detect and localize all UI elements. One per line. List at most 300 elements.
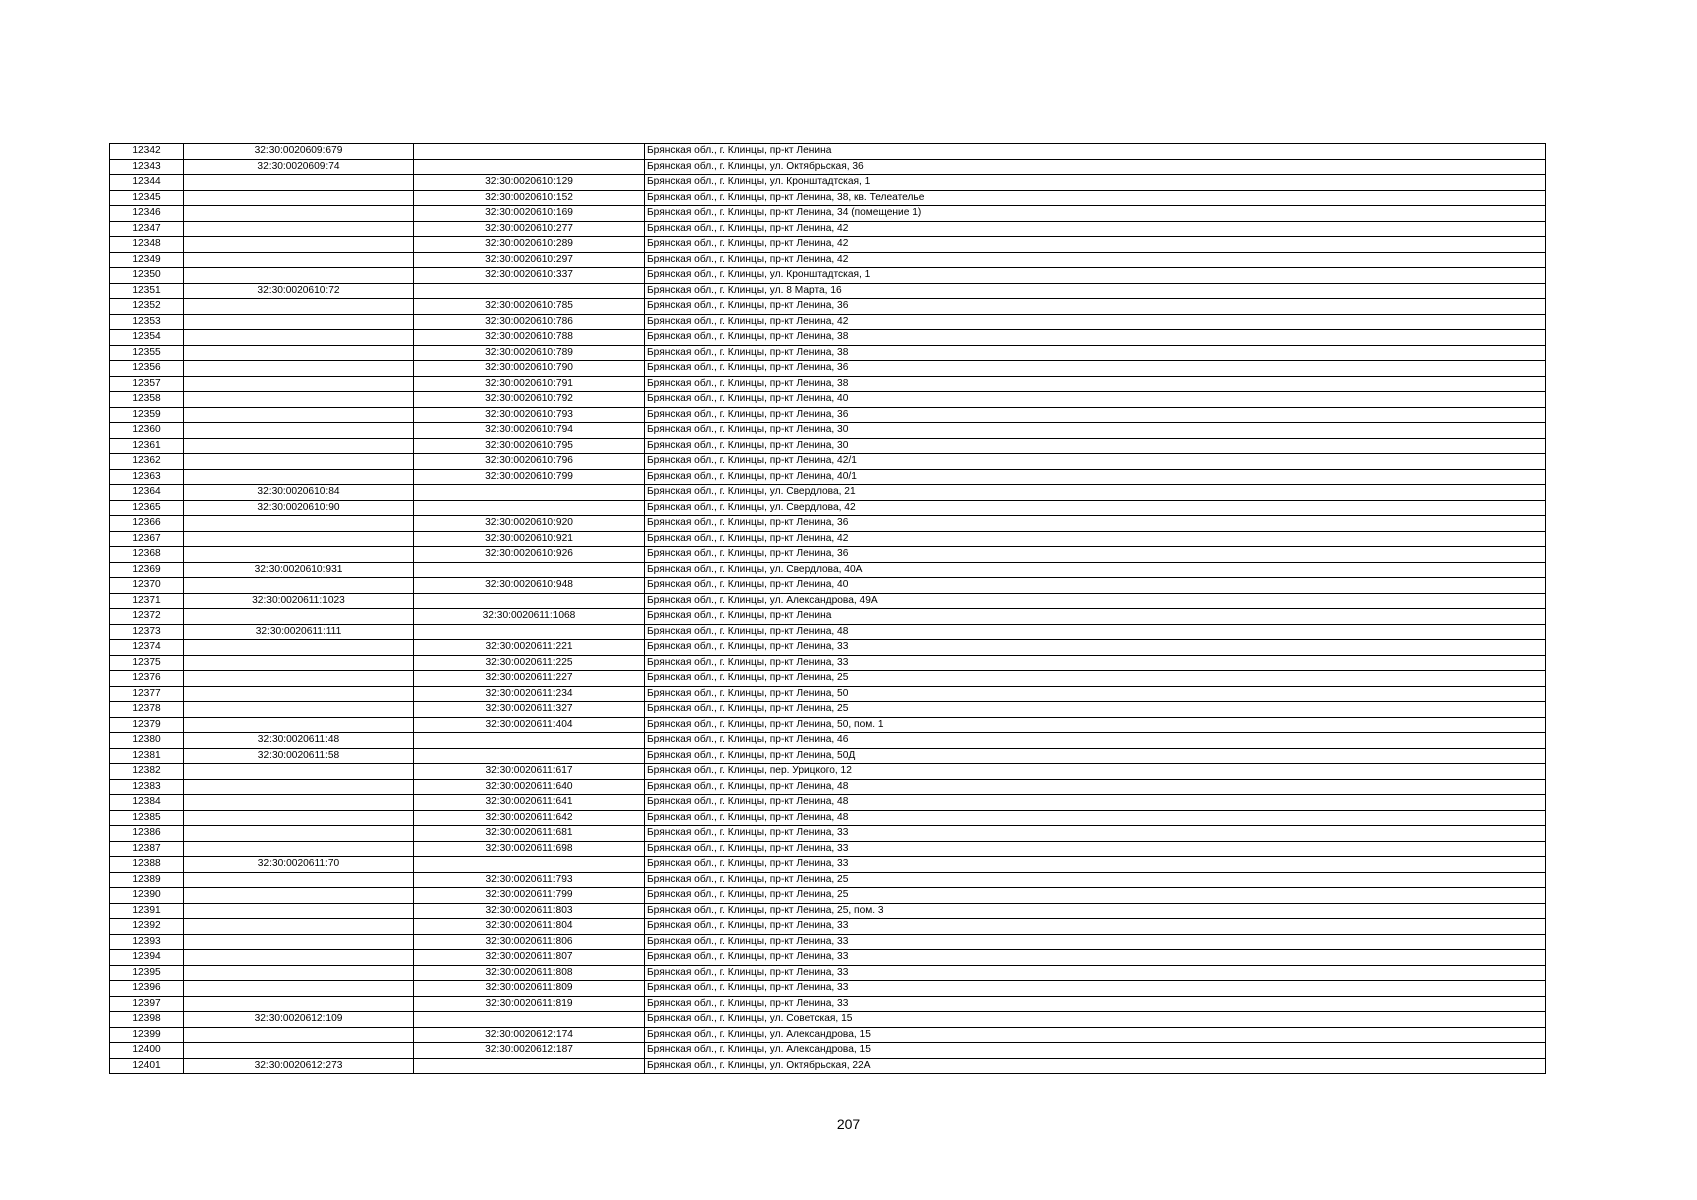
cadastral-number-cell: 32:30:0020611:58 [184, 748, 414, 764]
related-cadastral-number-cell: 32:30:0020611:227 [414, 671, 645, 687]
cadastral-number-cell [184, 578, 414, 594]
row-number-cell: 12384 [110, 795, 184, 811]
related-cadastral-number-cell: 32:30:0020610:785 [414, 299, 645, 315]
table-row [110, 1043, 1546, 1059]
registry-table-body [110, 144, 1546, 1074]
related-cadastral-number-cell [414, 500, 645, 516]
table-row [110, 562, 1546, 578]
table-row [110, 640, 1546, 656]
related-cadastral-number-cell: 32:30:0020611:221 [414, 640, 645, 656]
cadastral-number-cell [184, 361, 414, 377]
table-row [110, 454, 1546, 470]
row-number-cell: 12354 [110, 330, 184, 346]
table-row [110, 655, 1546, 671]
address-cell: Брянская обл., г. Клинцы, пр-кт Ленина, 38 [645, 345, 1546, 361]
cadastral-number-cell [184, 1043, 414, 1059]
table-row [110, 748, 1546, 764]
cadastral-number-cell: 32:30:0020610:84 [184, 485, 414, 501]
cadastral-number-cell [184, 996, 414, 1012]
related-cadastral-number-cell: 32:30:0020610:297 [414, 252, 645, 268]
row-number-cell: 12364 [110, 485, 184, 501]
address-cell: Брянская обл., г. Клинцы, пр-кт Ленина, 50, пом. 1 [645, 717, 1546, 733]
address-cell: Брянская обл., г. Клинцы, пр-кт Ленина, 42 [645, 531, 1546, 547]
related-cadastral-number-cell [414, 562, 645, 578]
row-number-cell: 12366 [110, 516, 184, 532]
table-row [110, 965, 1546, 981]
related-cadastral-number-cell: 32:30:0020610:129 [414, 175, 645, 191]
address-cell: Брянская обл., г. Клинцы, пр-кт Ленина, 25 [645, 888, 1546, 904]
address-cell: Брянская обл., г. Клинцы, пр-кт Ленина [645, 609, 1546, 625]
address-cell: Брянская обл., г. Клинцы, пр-кт Ленина, 25 [645, 702, 1546, 718]
registry-table [109, 143, 1546, 1074]
related-cadastral-number-cell: 32:30:0020610:277 [414, 221, 645, 237]
address-cell: Брянская обл., г. Клинцы, пр-кт Ленина, 33 [645, 841, 1546, 857]
row-number-cell: 12389 [110, 872, 184, 888]
address-cell: Брянская обл., г. Клинцы, ул. Советская, 15 [645, 1012, 1546, 1028]
table-row [110, 423, 1546, 439]
address-cell: Брянская обл., г. Клинцы, пр-кт Ленина, 33 [645, 640, 1546, 656]
cadastral-number-cell [184, 221, 414, 237]
table-row [110, 144, 1546, 160]
table-row [110, 702, 1546, 718]
address-cell: Брянская обл., г. Клинцы, пр-кт Ленина, 36 [645, 516, 1546, 532]
table-row [110, 903, 1546, 919]
table-row [110, 826, 1546, 842]
table-row [110, 175, 1546, 191]
address-cell: Брянская обл., г. Клинцы, пр-кт Ленина, 33 [645, 934, 1546, 950]
cadastral-number-cell [184, 190, 414, 206]
related-cadastral-number-cell: 32:30:0020610:792 [414, 392, 645, 408]
cadastral-number-cell [184, 841, 414, 857]
table-row [110, 624, 1546, 640]
cadastral-number-cell: 32:30:0020611:70 [184, 857, 414, 873]
row-number-cell: 12370 [110, 578, 184, 594]
address-cell: Брянская обл., г. Клинцы, пр-кт Ленина, 33 [645, 981, 1546, 997]
cadastral-number-cell [184, 423, 414, 439]
address-cell: Брянская обл., г. Клинцы, пр-кт Ленина, 33 [645, 857, 1546, 873]
cadastral-number-cell [184, 655, 414, 671]
row-number-cell: 12401 [110, 1058, 184, 1074]
page-number: 207 [836, 1116, 861, 1132]
row-number-cell: 12395 [110, 965, 184, 981]
row-number-cell: 12348 [110, 237, 184, 253]
row-number-cell: 12379 [110, 717, 184, 733]
cadastral-number-cell: 32:30:0020610:931 [184, 562, 414, 578]
related-cadastral-number-cell: 32:30:0020610:289 [414, 237, 645, 253]
address-cell: Брянская обл., г. Клинцы, пр-кт Ленина, 42 [645, 252, 1546, 268]
cadastral-number-cell: 32:30:0020611:48 [184, 733, 414, 749]
row-number-cell: 12387 [110, 841, 184, 857]
related-cadastral-number-cell [414, 624, 645, 640]
address-cell: Брянская обл., г. Клинцы, ул. Александрова, 49А [645, 593, 1546, 609]
related-cadastral-number-cell: 32:30:0020611:1068 [414, 609, 645, 625]
row-number-cell: 12381 [110, 748, 184, 764]
row-number-cell: 12361 [110, 438, 184, 454]
table-row [110, 717, 1546, 733]
row-number-cell: 12353 [110, 314, 184, 330]
cadastral-number-cell [184, 547, 414, 563]
related-cadastral-number-cell: 32:30:0020611:617 [414, 764, 645, 780]
row-number-cell: 12375 [110, 655, 184, 671]
related-cadastral-number-cell [414, 159, 645, 175]
table-row [110, 283, 1546, 299]
address-cell: Брянская обл., г. Клинцы, пр-кт Ленина, 48 [645, 779, 1546, 795]
row-number-cell: 12357 [110, 376, 184, 392]
row-number-cell: 12392 [110, 919, 184, 935]
cadastral-number-cell [184, 810, 414, 826]
table-row [110, 221, 1546, 237]
related-cadastral-number-cell: 32:30:0020611:641 [414, 795, 645, 811]
row-number-cell: 12344 [110, 175, 184, 191]
cadastral-number-cell [184, 872, 414, 888]
cadastral-number-cell [184, 903, 414, 919]
address-cell: Брянская обл., г. Клинцы, пр-кт Ленина, 50 [645, 686, 1546, 702]
address-cell: Брянская обл., г. Клинцы, пр-кт Ленина, 33 [645, 919, 1546, 935]
related-cadastral-number-cell: 32:30:0020611:803 [414, 903, 645, 919]
row-number-cell: 12386 [110, 826, 184, 842]
row-number-cell: 12343 [110, 159, 184, 175]
row-number-cell: 12390 [110, 888, 184, 904]
related-cadastral-number-cell: 32:30:0020611:234 [414, 686, 645, 702]
cadastral-number-cell [184, 206, 414, 222]
address-cell: Брянская обл., г. Клинцы, ул. Свердлова, 40А [645, 562, 1546, 578]
address-cell: Брянская обл., г. Клинцы, пер. Урицкого, 12 [645, 764, 1546, 780]
related-cadastral-number-cell [414, 593, 645, 609]
address-cell: Брянская обл., г. Клинцы, пр-кт Ленина, 30 [645, 438, 1546, 454]
table-row [110, 686, 1546, 702]
address-cell: Брянская обл., г. Клинцы, пр-кт Ленина, 40 [645, 392, 1546, 408]
related-cadastral-number-cell: 32:30:0020610:921 [414, 531, 645, 547]
related-cadastral-number-cell [414, 857, 645, 873]
cadastral-number-cell [184, 888, 414, 904]
row-number-cell: 12365 [110, 500, 184, 516]
related-cadastral-number-cell: 32:30:0020612:174 [414, 1027, 645, 1043]
row-number-cell: 12349 [110, 252, 184, 268]
address-cell: Брянская обл., г. Клинцы, ул. Свердлова, 42 [645, 500, 1546, 516]
related-cadastral-number-cell: 32:30:0020610:799 [414, 469, 645, 485]
row-number-cell: 12383 [110, 779, 184, 795]
row-number-cell: 12371 [110, 593, 184, 609]
row-number-cell: 12377 [110, 686, 184, 702]
related-cadastral-number-cell: 32:30:0020611:808 [414, 965, 645, 981]
address-cell: Брянская обл., г. Клинцы, пр-кт Ленина, 33 [645, 965, 1546, 981]
address-cell: Брянская обл., г. Клинцы, пр-кт Ленина, 34 (помещение 1) [645, 206, 1546, 222]
table-row [110, 190, 1546, 206]
cadastral-number-cell [184, 268, 414, 284]
cadastral-number-cell [184, 609, 414, 625]
related-cadastral-number-cell: 32:30:0020611:698 [414, 841, 645, 857]
address-cell: Брянская обл., г. Клинцы, пр-кт Ленина, 38 [645, 376, 1546, 392]
cadastral-number-cell: 32:30:0020610:72 [184, 283, 414, 299]
row-number-cell: 12396 [110, 981, 184, 997]
cadastral-number-cell [184, 1027, 414, 1043]
cadastral-number-cell [184, 516, 414, 532]
cadastral-number-cell: 32:30:0020610:90 [184, 500, 414, 516]
address-cell: Брянская обл., г. Клинцы, пр-кт Ленина, 33 [645, 655, 1546, 671]
cadastral-number-cell [184, 717, 414, 733]
related-cadastral-number-cell: 32:30:0020611:642 [414, 810, 645, 826]
cadastral-number-cell: 32:30:0020609:679 [184, 144, 414, 160]
table-row [110, 407, 1546, 423]
related-cadastral-number-cell: 32:30:0020610:789 [414, 345, 645, 361]
related-cadastral-number-cell [414, 1012, 645, 1028]
table-row [110, 1012, 1546, 1028]
cadastral-number-cell [184, 826, 414, 842]
address-cell: Брянская обл., г. Клинцы, пр-кт Ленина, 36 [645, 361, 1546, 377]
row-number-cell: 12372 [110, 609, 184, 625]
table-row [110, 779, 1546, 795]
related-cadastral-number-cell: 32:30:0020610:796 [414, 454, 645, 470]
table-row [110, 841, 1546, 857]
table-row [110, 593, 1546, 609]
cadastral-number-cell [184, 392, 414, 408]
address-cell: Брянская обл., г. Клинцы, ул. 8 Марта, 16 [645, 283, 1546, 299]
row-number-cell: 12359 [110, 407, 184, 423]
table-row [110, 330, 1546, 346]
related-cadastral-number-cell: 32:30:0020611:806 [414, 934, 645, 950]
table-row [110, 609, 1546, 625]
table-row [110, 764, 1546, 780]
table-row [110, 934, 1546, 950]
table-row [110, 996, 1546, 1012]
table-row [110, 314, 1546, 330]
cadastral-number-cell [184, 764, 414, 780]
row-number-cell: 12355 [110, 345, 184, 361]
table-row [110, 361, 1546, 377]
table-row [110, 1058, 1546, 1074]
related-cadastral-number-cell: 32:30:0020610:795 [414, 438, 645, 454]
cadastral-number-cell [184, 252, 414, 268]
cadastral-number-cell [184, 950, 414, 966]
cadastral-number-cell: 32:30:0020612:273 [184, 1058, 414, 1074]
table-row [110, 733, 1546, 749]
row-number-cell: 12397 [110, 996, 184, 1012]
row-number-cell: 12388 [110, 857, 184, 873]
table-row [110, 919, 1546, 935]
address-cell: Брянская обл., г. Клинцы, ул. Октябрьская, 36 [645, 159, 1546, 175]
table-row [110, 578, 1546, 594]
address-cell: Брянская обл., г. Клинцы, пр-кт Ленина, 38, кв. Телеателье [645, 190, 1546, 206]
cadastral-number-cell [184, 469, 414, 485]
address-cell: Брянская обл., г. Клинцы, пр-кт Ленина, 40 [645, 578, 1546, 594]
row-number-cell: 12378 [110, 702, 184, 718]
table-row [110, 237, 1546, 253]
row-number-cell: 12358 [110, 392, 184, 408]
related-cadastral-number-cell: 32:30:0020610:152 [414, 190, 645, 206]
cadastral-number-cell [184, 640, 414, 656]
row-number-cell: 12373 [110, 624, 184, 640]
address-cell: Брянская обл., г. Клинцы, пр-кт Ленина, 50Д [645, 748, 1546, 764]
address-cell: Брянская обл., г. Клинцы, ул. Свердлова, 21 [645, 485, 1546, 501]
cadastral-number-cell: 32:30:0020611:1023 [184, 593, 414, 609]
address-cell: Брянская обл., г. Клинцы, пр-кт Ленина, 48 [645, 810, 1546, 826]
table-row [110, 392, 1546, 408]
cadastral-number-cell [184, 407, 414, 423]
table-row [110, 671, 1546, 687]
row-number-cell: 12382 [110, 764, 184, 780]
related-cadastral-number-cell: 32:30:0020611:799 [414, 888, 645, 904]
address-cell: Брянская обл., г. Клинцы, пр-кт Ленина, 36 [645, 407, 1546, 423]
table-row [110, 516, 1546, 532]
row-number-cell: 12369 [110, 562, 184, 578]
table-row [110, 810, 1546, 826]
cadastral-number-cell [184, 671, 414, 687]
row-number-cell: 12346 [110, 206, 184, 222]
related-cadastral-number-cell: 32:30:0020610:926 [414, 547, 645, 563]
address-cell: Брянская обл., г. Клинцы, пр-кт Ленина, 42 [645, 237, 1546, 253]
row-number-cell: 12351 [110, 283, 184, 299]
related-cadastral-number-cell: 32:30:0020611:807 [414, 950, 645, 966]
row-number-cell: 12394 [110, 950, 184, 966]
related-cadastral-number-cell [414, 1058, 645, 1074]
related-cadastral-number-cell: 32:30:0020611:640 [414, 779, 645, 795]
cadastral-number-cell: 32:30:0020609:74 [184, 159, 414, 175]
address-cell: Брянская обл., г. Клинцы, пр-кт Ленина, 33 [645, 950, 1546, 966]
cadastral-number-cell: 32:30:0020611:111 [184, 624, 414, 640]
row-number-cell: 12400 [110, 1043, 184, 1059]
address-cell: Брянская обл., г. Клинцы, пр-кт Ленина, 33 [645, 826, 1546, 842]
table-row [110, 531, 1546, 547]
table-row [110, 485, 1546, 501]
related-cadastral-number-cell: 32:30:0020611:819 [414, 996, 645, 1012]
related-cadastral-number-cell [414, 748, 645, 764]
related-cadastral-number-cell: 32:30:0020610:790 [414, 361, 645, 377]
table-row [110, 888, 1546, 904]
table-row [110, 299, 1546, 315]
row-number-cell: 12398 [110, 1012, 184, 1028]
related-cadastral-number-cell: 32:30:0020610:786 [414, 314, 645, 330]
related-cadastral-number-cell: 32:30:0020610:793 [414, 407, 645, 423]
cadastral-number-cell [184, 299, 414, 315]
related-cadastral-number-cell: 32:30:0020611:404 [414, 717, 645, 733]
table-row [110, 438, 1546, 454]
table-row [110, 857, 1546, 873]
related-cadastral-number-cell: 32:30:0020611:809 [414, 981, 645, 997]
address-cell: Брянская обл., г. Клинцы, пр-кт Ленина, 48 [645, 624, 1546, 640]
cadastral-number-cell [184, 795, 414, 811]
address-cell: Брянская обл., г. Клинцы, пр-кт Ленина, 48 [645, 795, 1546, 811]
address-cell: Брянская обл., г. Клинцы, пр-кт Ленина, 25 [645, 872, 1546, 888]
address-cell: Брянская обл., г. Клинцы, пр-кт Ленина, 38 [645, 330, 1546, 346]
row-number-cell: 12374 [110, 640, 184, 656]
cadastral-number-cell [184, 702, 414, 718]
related-cadastral-number-cell: 32:30:0020611:327 [414, 702, 645, 718]
table-row [110, 872, 1546, 888]
row-number-cell: 12368 [110, 547, 184, 563]
table-row [110, 547, 1546, 563]
address-cell: Брянская обл., г. Клинцы, пр-кт Ленина, 25 [645, 671, 1546, 687]
row-number-cell: 12362 [110, 454, 184, 470]
cadastral-number-cell [184, 454, 414, 470]
row-number-cell: 12347 [110, 221, 184, 237]
cadastral-number-cell [184, 981, 414, 997]
cadastral-number-cell [184, 919, 414, 935]
row-number-cell: 12352 [110, 299, 184, 315]
cadastral-number-cell [184, 934, 414, 950]
related-cadastral-number-cell: 32:30:0020611:804 [414, 919, 645, 935]
table-row [110, 268, 1546, 284]
row-number-cell: 12393 [110, 934, 184, 950]
address-cell: Брянская обл., г. Клинцы, пр-кт Ленина, 42 [645, 221, 1546, 237]
cadastral-number-cell [184, 314, 414, 330]
table-row [110, 159, 1546, 175]
related-cadastral-number-cell: 32:30:0020610:794 [414, 423, 645, 439]
address-cell: Брянская обл., г. Клинцы, ул. Александрова, 15 [645, 1043, 1546, 1059]
address-cell: Брянская обл., г. Клинцы, пр-кт Ленина, 33 [645, 996, 1546, 1012]
address-cell: Брянская обл., г. Клинцы, ул. Кронштадтская, 1 [645, 175, 1546, 191]
table-row [110, 376, 1546, 392]
row-number-cell: 12342 [110, 144, 184, 160]
address-cell: Брянская обл., г. Клинцы, ул. Александрова, 15 [645, 1027, 1546, 1043]
address-cell: Брянская обл., г. Клинцы, пр-кт Ленина [645, 144, 1546, 160]
related-cadastral-number-cell: 32:30:0020612:187 [414, 1043, 645, 1059]
address-cell: Брянская обл., г. Клинцы, пр-кт Ленина, 36 [645, 547, 1546, 563]
address-cell: Брянская обл., г. Клинцы, пр-кт Ленина, 36 [645, 299, 1546, 315]
row-number-cell: 12391 [110, 903, 184, 919]
table-row [110, 345, 1546, 361]
row-number-cell: 12367 [110, 531, 184, 547]
related-cadastral-number-cell [414, 283, 645, 299]
related-cadastral-number-cell: 32:30:0020610:948 [414, 578, 645, 594]
table-row [110, 500, 1546, 516]
cadastral-number-cell [184, 438, 414, 454]
cadastral-number-cell [184, 686, 414, 702]
row-number-cell: 12345 [110, 190, 184, 206]
related-cadastral-number-cell: 32:30:0020611:793 [414, 872, 645, 888]
related-cadastral-number-cell: 32:30:0020610:169 [414, 206, 645, 222]
cadastral-number-cell [184, 779, 414, 795]
address-cell: Брянская обл., г. Клинцы, пр-кт Ленина, 42/1 [645, 454, 1546, 470]
address-cell: Брянская обл., г. Клинцы, ул. Кронштадтская, 1 [645, 268, 1546, 284]
row-number-cell: 12385 [110, 810, 184, 826]
row-number-cell: 12376 [110, 671, 184, 687]
related-cadastral-number-cell [414, 485, 645, 501]
table-row [110, 469, 1546, 485]
table-row [110, 252, 1546, 268]
cadastral-number-cell [184, 175, 414, 191]
related-cadastral-number-cell: 32:30:0020611:681 [414, 826, 645, 842]
related-cadastral-number-cell: 32:30:0020610:791 [414, 376, 645, 392]
address-cell: Брянская обл., г. Клинцы, пр-кт Ленина, 42 [645, 314, 1546, 330]
table-row [110, 1027, 1546, 1043]
cadastral-number-cell: 32:30:0020612:109 [184, 1012, 414, 1028]
related-cadastral-number-cell: 32:30:0020611:225 [414, 655, 645, 671]
address-cell: Брянская обл., г. Клинцы, пр-кт Ленина, 46 [645, 733, 1546, 749]
table-row [110, 950, 1546, 966]
row-number-cell: 12399 [110, 1027, 184, 1043]
row-number-cell: 12356 [110, 361, 184, 377]
row-number-cell: 12363 [110, 469, 184, 485]
address-cell: Брянская обл., г. Клинцы, ул. Октябрьская, 22А [645, 1058, 1546, 1074]
cadastral-number-cell [184, 531, 414, 547]
table-row [110, 795, 1546, 811]
address-cell: Брянская обл., г. Клинцы, пр-кт Ленина, 40/1 [645, 469, 1546, 485]
cadastral-number-cell [184, 345, 414, 361]
cadastral-number-cell [184, 330, 414, 346]
address-cell: Брянская обл., г. Клинцы, пр-кт Ленина, 30 [645, 423, 1546, 439]
related-cadastral-number-cell [414, 733, 645, 749]
related-cadastral-number-cell: 32:30:0020610:788 [414, 330, 645, 346]
table-row [110, 206, 1546, 222]
table-row [110, 981, 1546, 997]
row-number-cell: 12350 [110, 268, 184, 284]
cadastral-number-cell [184, 965, 414, 981]
related-cadastral-number-cell: 32:30:0020610:920 [414, 516, 645, 532]
address-cell: Брянская обл., г. Клинцы, пр-кт Ленина, 25, пом. 3 [645, 903, 1546, 919]
cadastral-number-cell [184, 237, 414, 253]
related-cadastral-number-cell: 32:30:0020610:337 [414, 268, 645, 284]
cadastral-number-cell [184, 376, 414, 392]
